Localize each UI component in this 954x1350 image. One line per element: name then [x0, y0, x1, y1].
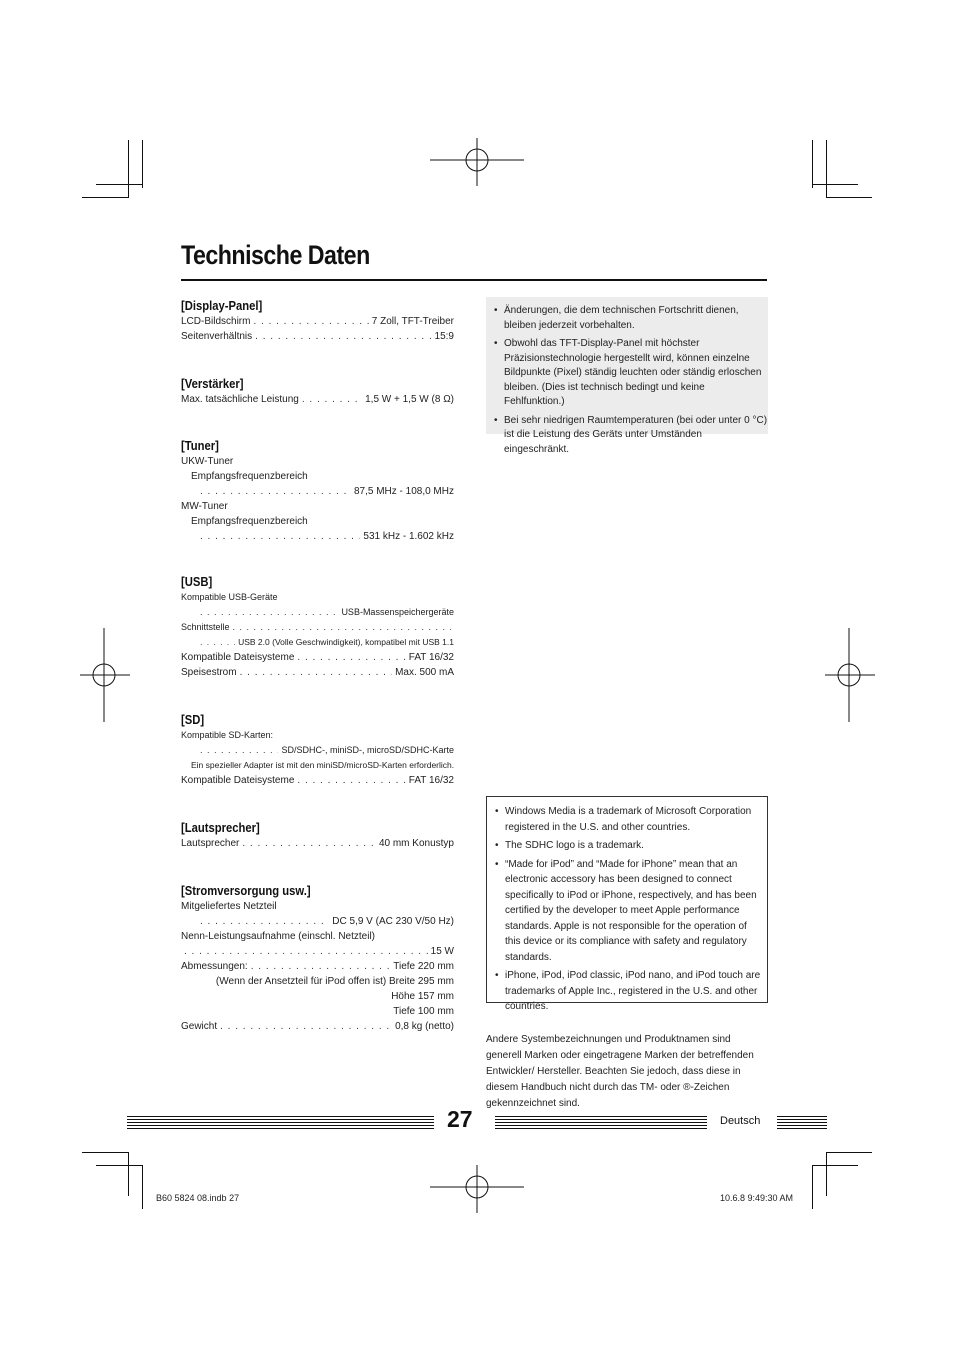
spec-amplifier: [181, 376, 454, 407]
spec-value: Tiefe 100 mm: [393, 1006, 454, 1017]
section-heading: [Lautsprecher]: [181, 821, 260, 835]
spec-value: SD/SDHC-, miniSD-, microSD/SDHC-Karte: [281, 745, 454, 755]
section-heading: [Verstärker]: [181, 377, 244, 391]
spec-value: DC 5,9 V (AC 230 V/50 Hz): [332, 916, 454, 927]
footer-bars-middle: [495, 1116, 707, 1128]
spec-label: Seitenverhältnis: [181, 331, 253, 342]
trademark-item: • “Made for iPod” and “Made for iPhone” mean that an electronic accessory has been designed to connect specifically to iPod or iPhone, respectively, and has been certified by the developer to meet Apple performance standards. Apple is not responsible for the operation of this device or its compliance with safety and regulatory standards.: [487, 857, 767, 966]
section-heading: [Display-Panel]: [181, 299, 263, 313]
page-number: 27: [447, 1106, 473, 1132]
spec-value: 531 kHz - 1.602 kHz: [363, 531, 454, 542]
spec-value: 1,5 W + 1,5 W (8 Ω): [365, 394, 454, 405]
spec-value: Höhe 157 mm: [391, 991, 454, 1002]
spec-value: FAT 16/32: [408, 652, 454, 663]
spec-label: Gewicht: [181, 1021, 218, 1032]
spec-label: Speisestrom: [181, 667, 237, 678]
spec-label: Empfangsfrequenzbereich: [191, 516, 308, 527]
spec-value: (Wenn der Ansetzteil für iPod offen ist) Breite 295 mm: [215, 976, 454, 987]
note-item: • Änderungen, die dem technischen Fortschritt dienen, bleiben jederzeit vorbehalten.: [486, 304, 768, 333]
title-rule: [181, 279, 767, 281]
spec-value: 87,5 MHz - 108,0 MHz: [353, 486, 454, 497]
spec-value: 15:9: [434, 331, 454, 342]
file-slug: B60 5824 08.indb 27: [156, 1193, 240, 1203]
spec-value: 15 W: [430, 946, 454, 957]
page-title: Technische Daten: [181, 240, 370, 270]
spec-label: Lautsprecher: [181, 838, 240, 849]
spec-value: 40 mm Konustyp: [378, 838, 454, 849]
footer-bars-right: [777, 1116, 827, 1128]
section-heading: [Stromversorgung usw.]: [181, 884, 311, 898]
registration-mark-right: [825, 628, 875, 722]
trademark-item: • The SDHC logo is a trademark.: [487, 838, 767, 854]
spec-label: Kompatible Dateisysteme: [181, 775, 295, 786]
spec-label: UKW-Tuner: [181, 456, 234, 467]
spec-label: Abmessungen:: [181, 961, 248, 972]
footer-bars-left: [127, 1116, 434, 1128]
spec-value: USB-Massenspeichergeräte: [341, 607, 454, 617]
section-heading: [USB]: [181, 575, 213, 589]
spec-note: Ein spezieller Adapter ist mit den miniSD/microSD-Karten erforderlich.: [191, 760, 455, 770]
section-heading: [Tuner]: [181, 439, 219, 453]
spec-label: LCD-Bildschirm: [181, 316, 251, 327]
spec-value: USB 2.0 (Volle Geschwindigkeit), kompatibel mit USB 1.1: [238, 637, 454, 647]
spec-value: Max. 500 mA: [395, 667, 454, 678]
spec-label: Max. tatsächliche Leistung: [181, 394, 299, 405]
notes-box: [486, 297, 768, 455]
spec-label: Schnittstelle: [181, 622, 230, 632]
spec-value: 7 Zoll, TFT-Treiber: [371, 316, 454, 327]
note-item: • Obwohl das TFT-Display-Panel mit höchster Präzisionstechnologie hergestellt wird, können einzelne Bildpunkte (Pixel) ständig leuchten oder ständig erloschen bleiben. (Dies ist technisch bedingt und keine Fehlfunktion.): [486, 337, 768, 410]
spec-label: MW-Tuner: [181, 501, 228, 512]
language-label: Deutsch: [720, 1115, 761, 1127]
section-heading: [SD]: [181, 713, 205, 727]
spec-label: Kompatible SD-Karten:: [181, 730, 274, 740]
registration-mark-top: [430, 138, 524, 186]
spec-label: Nenn-Leistungsaufnahme (einschl. Netzteil): [181, 931, 375, 942]
spec-sd: [181, 712, 454, 788]
trademark-box: [486, 796, 768, 1012]
trademark-item: • Windows Media is a trademark of Microsoft Corporation registered in the U.S. and other countries.: [487, 804, 767, 835]
spec-display: [181, 298, 454, 344]
registration-mark-bottom: [430, 1165, 524, 1213]
spec-label: Empfangsfrequenzbereich: [191, 471, 308, 482]
spec-usb: [181, 574, 454, 680]
spec-value: FAT 16/32: [408, 775, 454, 786]
trademark-footnote: Andere Systembezeichnungen und Produktnamen sind generell Marken oder eingetragene Marken der betreffenden Entwickler/ Hersteller. Beachten Sie jedoch, dass diese in diesem Handbuch nicht durch das TM- oder ®-Zeichen gekennzeichnet sind.: [486, 1034, 754, 1109]
spec-label: Mitgeliefertes Netzteil: [181, 901, 277, 912]
date-slug: 10.6.8 9:49:30 AM: [720, 1193, 794, 1203]
note-item: • Bei sehr niedrigen Raumtemperaturen (bei oder unter 0 °C) ist die Leistung des Geräts unter Umständen eingeschränkt.: [486, 414, 768, 458]
spec-label: Kompatible Dateisysteme: [181, 652, 295, 663]
spec-tuner: [181, 438, 454, 544]
spec-value: 0,8 kg (netto): [395, 1021, 454, 1032]
spec-value: Tiefe 220 mm: [393, 961, 454, 972]
spec-label: Kompatible USB-Geräte: [181, 592, 278, 602]
trademark-item: • iPhone, iPod, iPod classic, iPod nano, and iPod touch are trademarks of Apple Inc., registered in the U.S. and other countries.: [487, 968, 767, 1015]
spec-power: [181, 883, 454, 1034]
registration-mark-left: [80, 628, 130, 722]
spec-speaker: [181, 820, 454, 851]
